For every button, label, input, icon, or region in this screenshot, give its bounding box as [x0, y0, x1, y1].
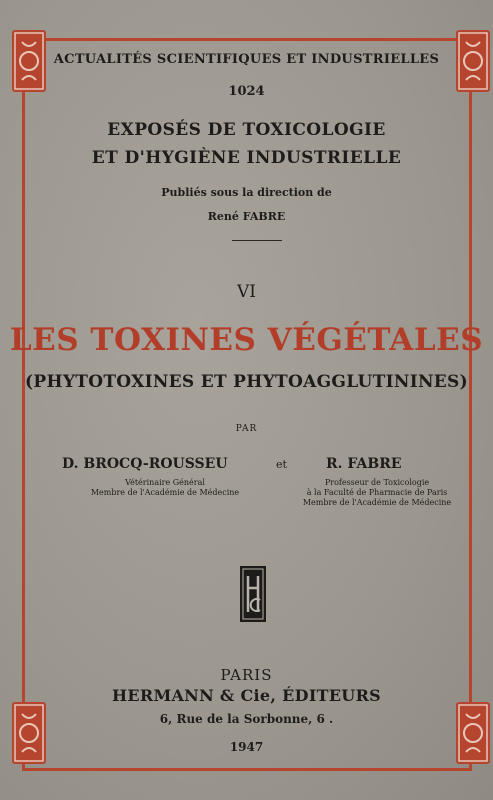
credential-line: Membre de l'Académie de Médecine	[90, 488, 240, 497]
publisher-city: PARIS	[220, 666, 273, 684]
author-credentials	[60, 478, 270, 498]
director-name: René FABRE	[207, 210, 286, 223]
hermann-emblem-icon	[240, 566, 266, 622]
credential-line: Membre de l'Académie de Médecine	[302, 498, 452, 507]
border-top	[22, 38, 472, 41]
credential-line: à la Faculté de Pharmacie de Paris	[306, 488, 448, 497]
author-name: R. FABRE	[326, 456, 402, 472]
book-title: LES TOXINES VÉGÉTALES	[9, 322, 484, 358]
author-credentials	[282, 478, 472, 508]
divider-rule	[232, 240, 282, 241]
publisher-name: HERMANN & Cie, ÉDITEURS	[111, 686, 382, 705]
credential-line: Vétérinaire Général	[125, 478, 205, 487]
publisher-address: 6, Rue de la Sorbonne, 6 .	[159, 712, 334, 726]
series-name: ACTUALITÉS SCIENTIFIQUES ET INDUSTRIELLES	[53, 52, 440, 67]
volume-number: VI	[237, 282, 256, 302]
direction-text: Publiés sous la direction de	[161, 186, 332, 199]
book-subtitle: (PHYTOTOXINES ET PHYTOAGGLUTININES)	[25, 372, 468, 392]
collection-title-line2: ET D'HYGIÈNE INDUSTRIELLE	[91, 148, 402, 168]
publication-year: 1947	[229, 740, 264, 754]
border-bottom	[22, 768, 472, 771]
credential-line: Professeur de Toxicologie	[324, 478, 430, 487]
conjunction: et	[276, 458, 287, 471]
collection-title-line1: EXPOSÉS DE TOXICOLOGIE	[107, 120, 386, 140]
by-label: PAR	[235, 424, 258, 434]
author-name: D. BROCQ-ROUSSEU	[62, 456, 228, 472]
series-number: 1024	[228, 84, 265, 99]
